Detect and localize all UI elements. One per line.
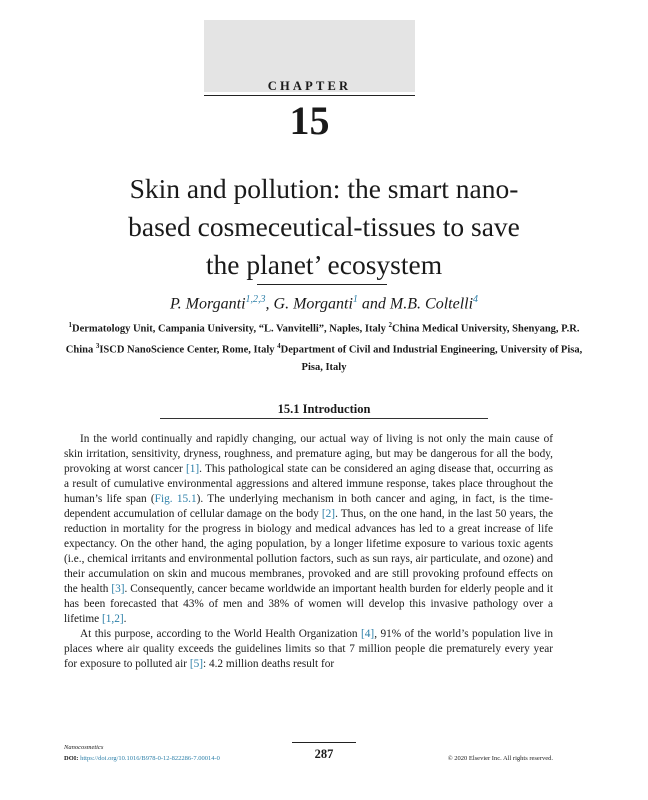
citation-link[interactable]: [3] xyxy=(111,583,125,595)
affiliation-marker: 2 xyxy=(388,321,392,329)
footer-rule xyxy=(292,742,356,743)
text-run: ). The underlying mechanism in both cancer and aging, in fact, is the time-dependent accumulation of cellular damage on the body xyxy=(64,493,553,520)
title-underline xyxy=(257,284,387,285)
affiliation-text: ISCD NanoScience Center, Rome, Italy xyxy=(99,344,278,356)
affiliations xyxy=(60,317,588,377)
text-run: : 4.2 million deaths result for xyxy=(203,658,335,670)
affiliation-text: China Medical University, Shenyang, P.R. China xyxy=(65,323,580,356)
figure-link[interactable]: Fig. 15.1 xyxy=(154,493,197,505)
affiliation-marker: 4 xyxy=(277,342,281,350)
text-run: . Thus, on the one hand, in the last 50 years, the reduction in mortality for the progress in biology and medical advances has led to a great increase of life expectancy. On the other hand, the aging population, by a longer lifetime exposure to various toxic agents (i.e., chemical irritants and environmental pollution factors, such as sun rays, air particulate, and ozone) and their accumulation on skin and mucous membranes, provoked and are still provoking profound effects on the health xyxy=(64,508,553,595)
text-run: , 91% of the world’s population live in places where air quality exceeds the guidelines limits so that 7 million people die prematurely every year for exposure to polluted air xyxy=(64,628,553,670)
doi xyxy=(64,755,220,762)
page-number: 287 xyxy=(314,747,334,761)
section-rule xyxy=(160,418,488,419)
citation-link[interactable]: [1] xyxy=(185,463,200,475)
title-line-2: based cosmeceutical-tissues to save xyxy=(128,211,520,242)
citation-link[interactable]: [4] xyxy=(361,628,375,640)
book-title: Nanocosmetics xyxy=(64,744,104,751)
text-run: . This pathological state can be considered an aging disease that, occurring as a result of cumulative environmental aggressions and altered immune response, takes place throughout the human’s life span ( xyxy=(64,463,553,505)
author-separator: and xyxy=(357,295,390,313)
copyright: © 2020 Elsevier Inc. All rights reserved. xyxy=(447,755,553,762)
affiliation-marker: 3 xyxy=(95,342,100,350)
author-name: G. Morganti xyxy=(273,295,353,313)
citation-link[interactable]: [1,2] xyxy=(101,613,124,625)
author-affiliation-link[interactable]: 1,2,3 xyxy=(245,294,266,305)
text-run: . Consequently, cancer became worldwide an important health burden for elderly people and it has been forecasted that 43% of men and 38% of women will develop this invasive pathology over a lifetime xyxy=(64,583,553,625)
author-name: M.B. Coltelli xyxy=(389,295,474,313)
author-name: P. Morganti xyxy=(169,295,246,313)
doi-link[interactable]: https://doi.org/10.1016/B978-0-12-822286-7.00014-0 xyxy=(80,755,220,762)
text-run: . xyxy=(123,613,127,625)
body-text xyxy=(64,432,553,672)
section-heading: 15.1 Introduction xyxy=(277,402,371,416)
author-separator: , xyxy=(265,295,274,313)
title-line-3: the planet’ ecosystem xyxy=(205,249,443,280)
chapter-title xyxy=(40,170,608,284)
chapter-number: 15 xyxy=(289,98,330,143)
author-list xyxy=(40,288,608,316)
paragraph xyxy=(64,627,553,672)
citation-link[interactable]: [5] xyxy=(189,658,203,670)
author-affiliation-link[interactable]: 1 xyxy=(352,294,358,305)
affiliation-text: Dermatology Unit, Campania University, “L. Vanvitelli”, Naples, Italy xyxy=(72,323,389,335)
text-run: In the world continually and rapidly changing, our actual way of living is not only the main cause of skin irritation, sensitivity, dryness, roughness, and premature aging, but may be dangerous for all the body, provoking at worst cancer xyxy=(64,433,553,475)
affiliation-marker: 1 xyxy=(68,321,73,329)
text-run: At this purpose, according to the World Health Organization xyxy=(80,628,361,640)
author-affiliation-link[interactable]: 4 xyxy=(473,294,479,305)
title-line-1: Skin and pollution: the smart nano- xyxy=(129,173,519,204)
chapter-label: CHAPTER xyxy=(267,79,352,93)
doi-label: DOI: xyxy=(64,755,81,762)
affiliation-text: Department of Civil and Industrial Engineering, University of Pisa, Pisa, Italy xyxy=(280,344,583,373)
paragraph xyxy=(64,432,553,627)
citation-link[interactable]: [2] xyxy=(321,508,336,520)
